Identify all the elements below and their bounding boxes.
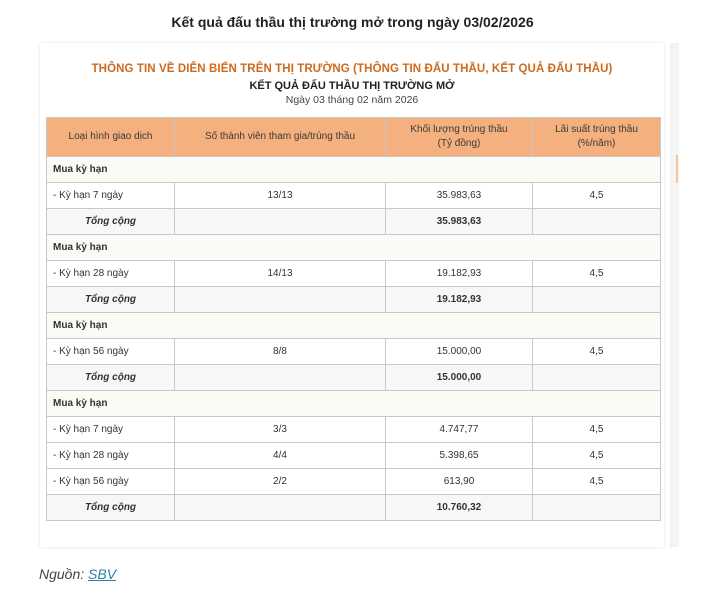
term-cell: - Kỳ hạn 7 ngày bbox=[47, 183, 175, 209]
empty-cell bbox=[175, 495, 386, 521]
term-cell: - Kỳ hạn 56 ngày bbox=[47, 339, 175, 365]
empty-cell bbox=[533, 209, 661, 235]
section-title: Mua kỳ hạn bbox=[47, 313, 661, 339]
total-volume-cell: 19.182,93 bbox=[386, 287, 533, 313]
members-cell: 2/2 bbox=[175, 469, 386, 495]
term-cell: - Kỳ hạn 28 ngày bbox=[47, 443, 175, 469]
empty-cell bbox=[533, 495, 661, 521]
rate-cell: 4,5 bbox=[533, 261, 661, 287]
total-volume-cell: 15.000,00 bbox=[386, 365, 533, 391]
volume-cell: 19.182,93 bbox=[386, 261, 533, 287]
empty-cell bbox=[533, 365, 661, 391]
section-title: Mua kỳ hạn bbox=[47, 157, 661, 183]
table-row bbox=[47, 339, 661, 365]
header-volume bbox=[386, 118, 533, 157]
members-cell: 13/13 bbox=[175, 183, 386, 209]
section-row bbox=[47, 235, 661, 261]
rate-cell: 4,5 bbox=[533, 417, 661, 443]
members-cell: 3/3 bbox=[175, 417, 386, 443]
members-cell: 4/4 bbox=[175, 443, 386, 469]
total-row bbox=[47, 287, 661, 313]
total-label: Tổng cộng bbox=[47, 209, 175, 235]
source-label: Nguồn: bbox=[39, 566, 85, 582]
header-rate-line1: Lãi suất trúng thầu bbox=[555, 124, 638, 135]
table-header-row bbox=[47, 118, 661, 157]
term-cell: - Kỳ hạn 28 ngày bbox=[47, 261, 175, 287]
table-row bbox=[47, 443, 661, 469]
section-row bbox=[47, 157, 661, 183]
scrollbar-marker bbox=[676, 155, 678, 183]
term-cell: - Kỳ hạn 7 ngày bbox=[47, 417, 175, 443]
section-row bbox=[47, 313, 661, 339]
total-volume-cell: 10.760,32 bbox=[386, 495, 533, 521]
header-members: Số thành viên tham gia/trúng thầu bbox=[175, 118, 386, 157]
header-transaction-type: Loại hình giao dịch bbox=[47, 118, 175, 157]
volume-cell: 5.398,65 bbox=[386, 443, 533, 469]
source-note bbox=[39, 566, 116, 582]
scrollbar-track[interactable] bbox=[670, 43, 679, 547]
empty-cell bbox=[175, 209, 386, 235]
header-rate bbox=[533, 118, 661, 157]
total-row bbox=[47, 495, 661, 521]
rate-cell: 4,5 bbox=[533, 339, 661, 365]
empty-cell bbox=[175, 365, 386, 391]
table-row bbox=[47, 417, 661, 443]
total-row bbox=[47, 365, 661, 391]
rate-cell: 4,5 bbox=[533, 469, 661, 495]
panel-heading: THÔNG TIN VỀ DIỄN BIẾN TRÊN THỊ TRƯỜNG (THÔNG TIN ĐẤU THẦU, KẾT QUẢ ĐẤU THẦU) bbox=[91, 63, 613, 75]
header-rate-line2: (%/năm) bbox=[577, 138, 616, 149]
panel-subheading: KẾT QUẢ ĐẤU THẦU THỊ TRƯỜNG MỞ bbox=[249, 80, 455, 92]
section-row bbox=[47, 391, 661, 417]
section-title: Mua kỳ hạn bbox=[47, 391, 661, 417]
volume-cell: 35.983,63 bbox=[386, 183, 533, 209]
rate-cell: 4,5 bbox=[533, 443, 661, 469]
table-row bbox=[47, 469, 661, 495]
empty-cell bbox=[175, 287, 386, 313]
volume-cell: 15.000,00 bbox=[386, 339, 533, 365]
results-table bbox=[46, 117, 661, 521]
total-row bbox=[47, 209, 661, 235]
page-title: Kết quả đấu thầu thị trường mở trong ngày 03/02/2026 bbox=[171, 14, 534, 30]
volume-cell: 613,90 bbox=[386, 469, 533, 495]
total-label: Tổng cộng bbox=[47, 287, 175, 313]
section-title: Mua kỳ hạn bbox=[47, 235, 661, 261]
table-row bbox=[47, 183, 661, 209]
total-label: Tổng cộng bbox=[47, 495, 175, 521]
panel-date: Ngày 03 tháng 02 năm 2026 bbox=[285, 94, 419, 106]
table-row bbox=[47, 261, 661, 287]
empty-cell bbox=[533, 287, 661, 313]
total-label: Tổng cộng bbox=[47, 365, 175, 391]
header-volume-line2: (Tỷ đồng) bbox=[437, 138, 481, 149]
members-cell: 8/8 bbox=[175, 339, 386, 365]
rate-cell: 4,5 bbox=[533, 183, 661, 209]
total-volume-cell: 35.983,63 bbox=[386, 209, 533, 235]
term-cell: - Kỳ hạn 56 ngày bbox=[47, 469, 175, 495]
members-cell: 14/13 bbox=[175, 261, 386, 287]
source-link[interactable]: SBV bbox=[88, 566, 117, 582]
volume-cell: 4.747,77 bbox=[386, 417, 533, 443]
header-volume-line1: Khối lượng trúng thầu bbox=[410, 124, 508, 135]
